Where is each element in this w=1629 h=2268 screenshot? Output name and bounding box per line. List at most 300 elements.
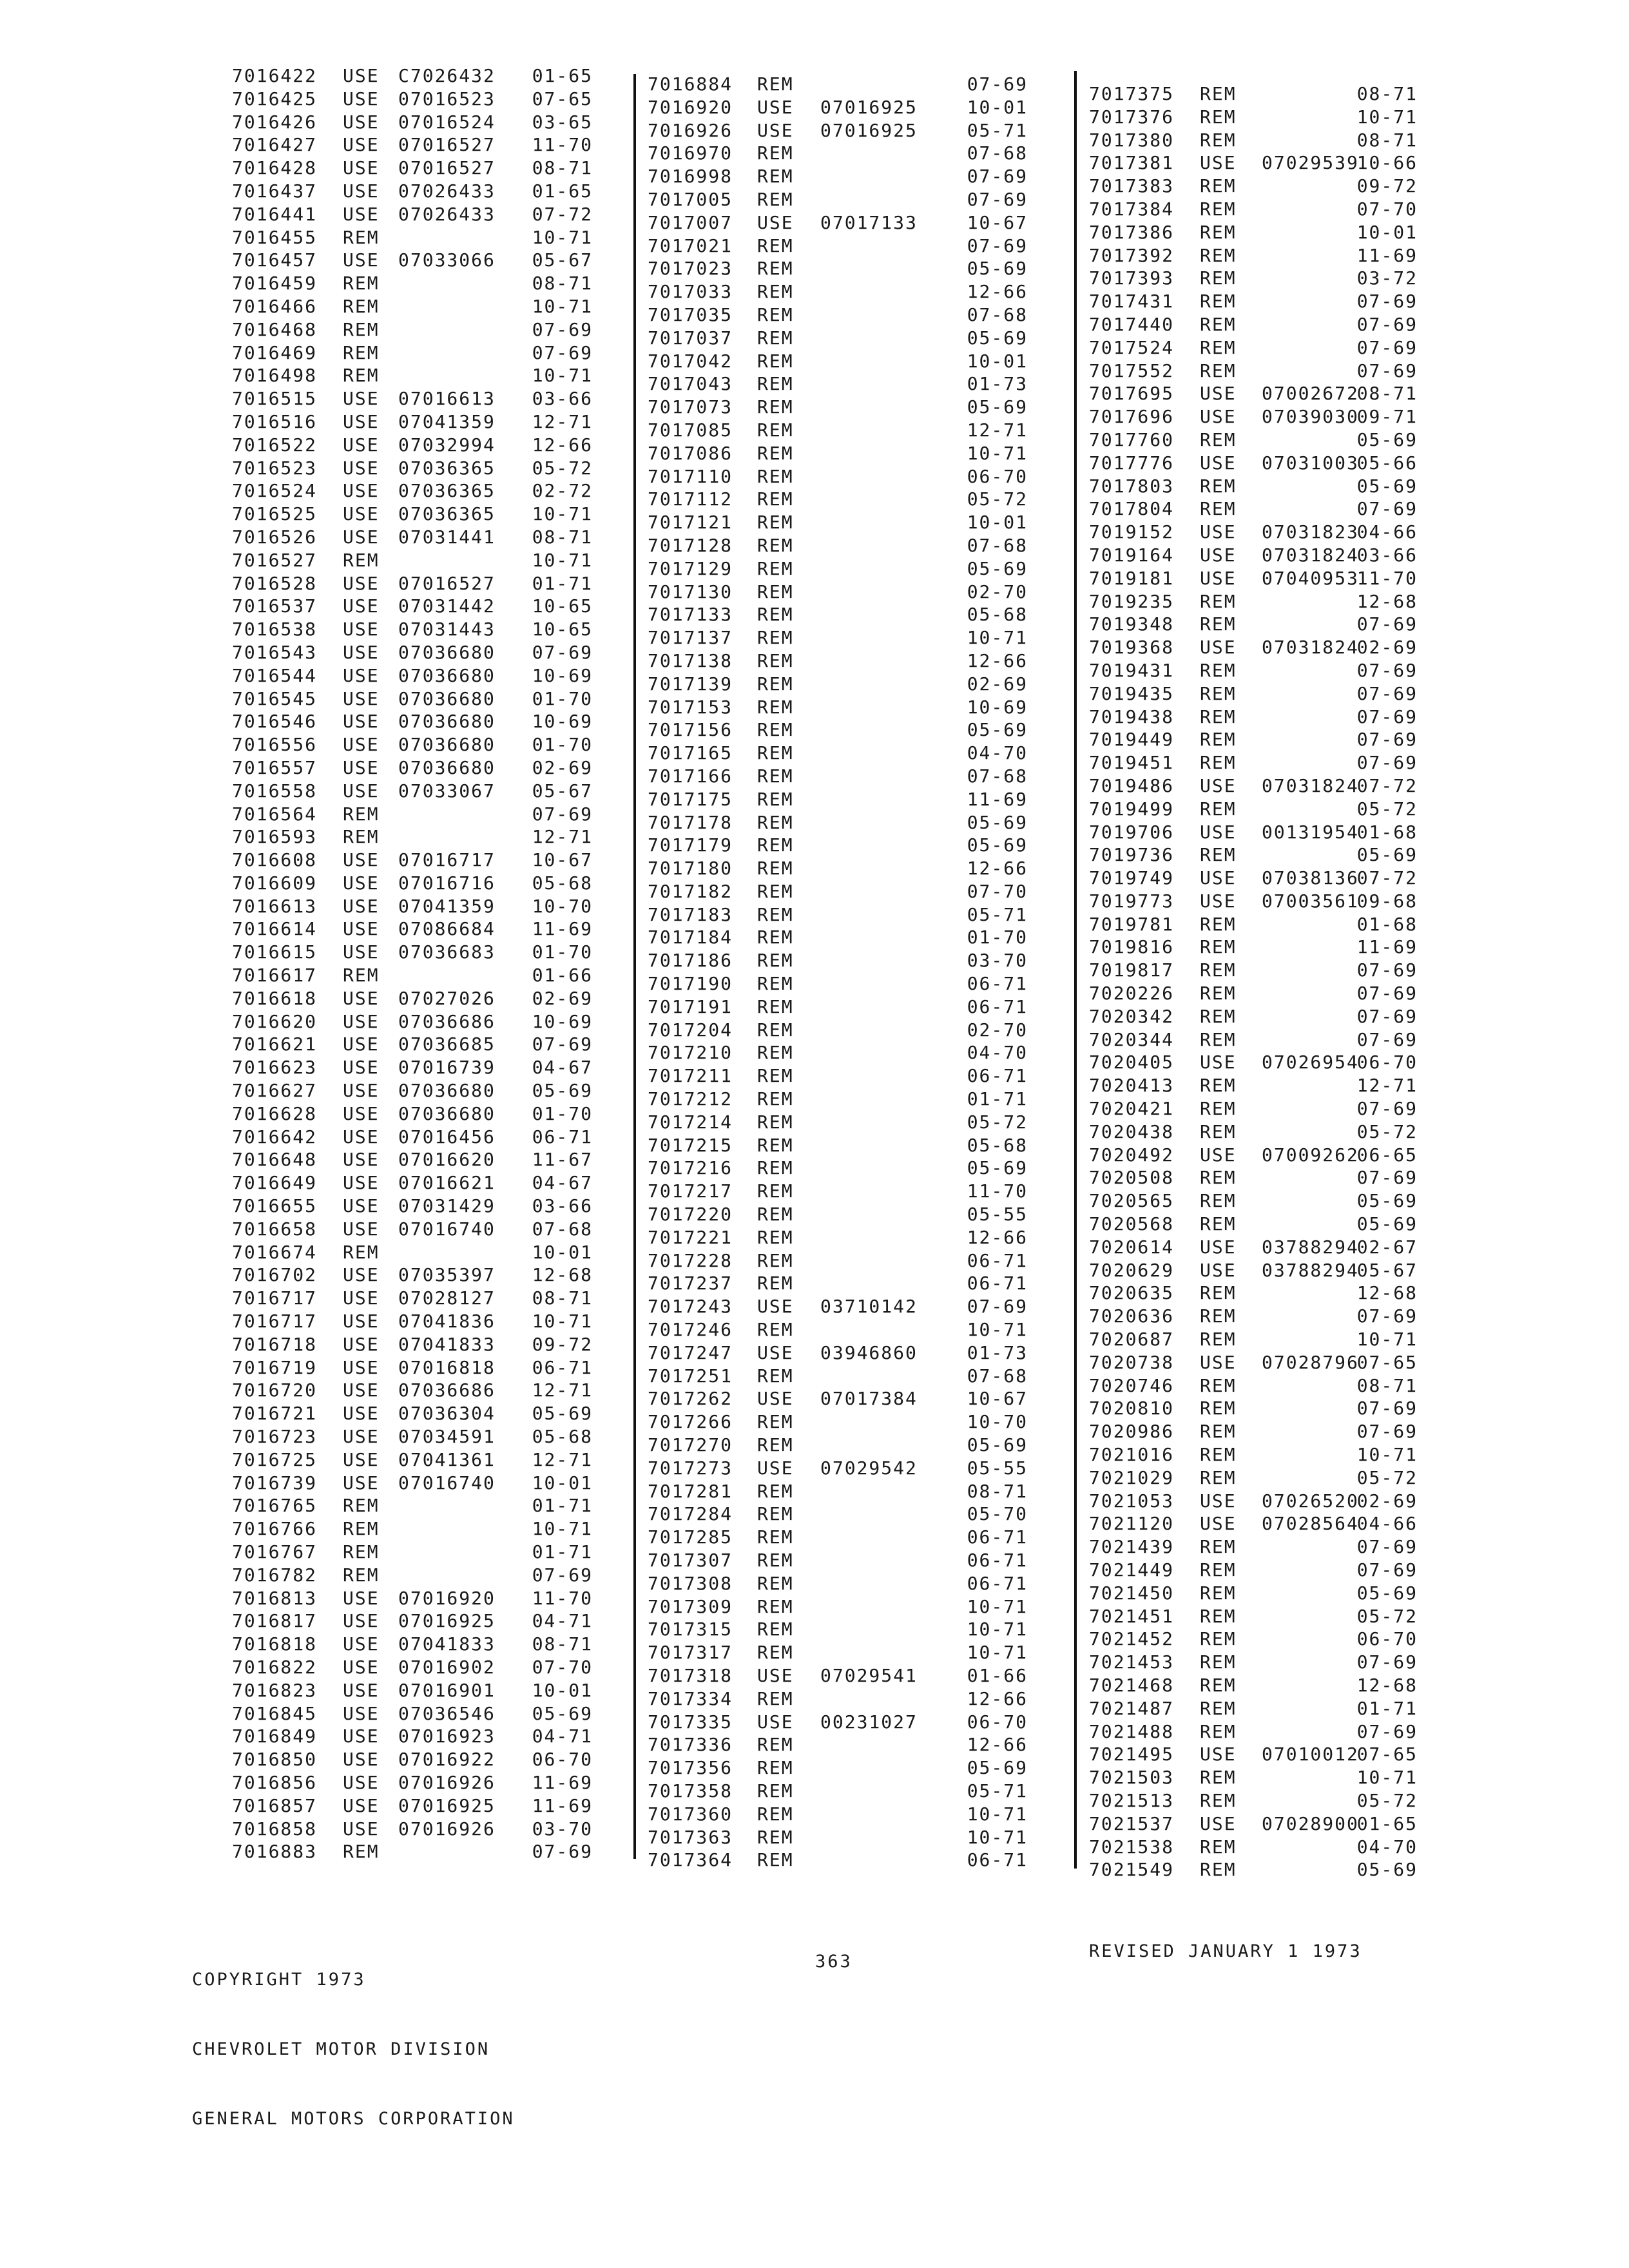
status-code: USE [343, 1794, 380, 1816]
status-code: USE [343, 249, 380, 271]
status-code: USE [757, 1664, 794, 1686]
parts-row [1089, 1328, 1418, 1351]
change-date: 08-71 [532, 526, 593, 548]
status-code: USE [343, 941, 380, 963]
status-code: REM [757, 142, 794, 164]
part-number: 7017217 [648, 1180, 733, 1202]
status-code: USE [343, 434, 380, 456]
part-number: 7016725 [232, 1448, 318, 1470]
parts-row [1089, 106, 1418, 129]
status-code: USE [1200, 452, 1237, 474]
change-date: 04-70 [1356, 1836, 1418, 1858]
change-date: 10-01 [532, 1241, 593, 1263]
part-number: 7019451 [1089, 752, 1175, 774]
part-number: 7020413 [1089, 1075, 1175, 1097]
part-number: 7017381 [1089, 152, 1175, 174]
parts-row [232, 1333, 593, 1356]
replacement-part-number: 07027026 [398, 987, 496, 1009]
status-code: REM [757, 811, 794, 833]
part-number: 7017376 [1089, 106, 1175, 128]
parts-row [1089, 843, 1418, 867]
part-number: 7017315 [648, 1619, 733, 1640]
parts-row [648, 857, 1028, 880]
status-code: REM [1200, 1536, 1237, 1558]
parts-row [648, 742, 1028, 765]
status-code: REM [1200, 959, 1237, 981]
part-number: 7020636 [1089, 1305, 1175, 1327]
status-code: REM [757, 419, 794, 441]
change-date: 01-66 [532, 965, 593, 986]
part-number: 7017266 [648, 1411, 733, 1433]
parts-row [232, 1241, 593, 1264]
part-number: 7016558 [232, 780, 318, 802]
part-number: 7020635 [1089, 1282, 1175, 1304]
status-code: REM [757, 696, 794, 718]
change-date: 05-70 [967, 1503, 1028, 1525]
change-date: 06-71 [967, 1249, 1028, 1271]
parts-row [232, 1148, 593, 1171]
parts-row [232, 964, 593, 987]
parts-row [1089, 1028, 1418, 1052]
change-date: 07-68 [532, 1218, 593, 1240]
status-code: REM [1200, 1075, 1237, 1097]
parts-row [648, 972, 1028, 995]
status-code: REM [757, 1687, 794, 1709]
parts-row [648, 1019, 1028, 1042]
part-number: 7016822 [232, 1656, 318, 1678]
parts-row [648, 1318, 1028, 1341]
part-number: 7020438 [1089, 1120, 1175, 1142]
part-number: 7016608 [232, 849, 318, 871]
status-code: REM [343, 1241, 380, 1263]
parts-row [232, 849, 593, 872]
change-date: 10-71 [967, 1803, 1028, 1825]
change-date: 01-70 [532, 687, 593, 709]
status-code: USE [343, 1195, 380, 1217]
change-date: 10-71 [1356, 1444, 1418, 1466]
status-code: USE [1200, 890, 1237, 912]
part-number: 7016538 [232, 619, 318, 640]
replacement-part-number: 07033066 [398, 249, 496, 271]
part-number: 7020508 [1089, 1167, 1175, 1189]
status-code: REM [757, 649, 794, 671]
replacement-part-number: 07036680 [398, 1080, 496, 1102]
status-code: USE [1200, 544, 1237, 566]
change-date: 02-69 [967, 673, 1028, 695]
change-date: 09-72 [1356, 175, 1418, 197]
status-code: REM [757, 834, 794, 856]
parts-row [1089, 1674, 1418, 1697]
change-date: 08-71 [1356, 129, 1418, 151]
part-number: 7016818 [232, 1633, 318, 1655]
parts-row [648, 557, 1028, 581]
replacement-part-number: 03710142 [820, 1296, 918, 1318]
replacement-part-number: 07016926 [398, 1818, 496, 1840]
parts-row [232, 364, 593, 387]
status-code: REM [1200, 360, 1237, 381]
change-date: 01-65 [1356, 1812, 1418, 1834]
part-number: 7017695 [1089, 383, 1175, 405]
part-number: 7016425 [232, 88, 318, 110]
part-number: 7019152 [1089, 521, 1175, 543]
change-date: 12-66 [967, 1687, 1028, 1709]
part-number: 7017358 [648, 1780, 733, 1802]
status-code: USE [343, 619, 380, 640]
part-number: 7017021 [648, 235, 733, 256]
status-code: USE [343, 1356, 380, 1378]
part-number: 7016437 [232, 180, 318, 202]
parts-row [1089, 1051, 1418, 1074]
parts-row [232, 180, 593, 203]
change-date: 04-71 [532, 1725, 593, 1747]
status-code: USE [1200, 1351, 1237, 1373]
parts-row [648, 1803, 1028, 1826]
part-number: 7016618 [232, 987, 318, 1009]
part-number: 7021537 [1089, 1812, 1175, 1834]
part-number: 7017237 [648, 1273, 733, 1294]
status-code: REM [1200, 336, 1237, 358]
status-code: REM [1200, 1789, 1237, 1811]
change-date: 05-69 [532, 1080, 593, 1102]
part-number: 7019816 [1089, 936, 1175, 958]
part-number: 7016469 [232, 341, 318, 363]
part-number: 7016823 [232, 1679, 318, 1701]
parts-row [1089, 1374, 1418, 1398]
change-date: 01-65 [532, 65, 593, 86]
part-number: 7017042 [648, 350, 733, 372]
parts-row [648, 1641, 1028, 1664]
parts-row [648, 280, 1028, 303]
part-number: 7019348 [1089, 613, 1175, 635]
status-code: USE [1200, 1812, 1237, 1834]
parts-row [232, 664, 593, 687]
change-date: 07-69 [532, 318, 593, 340]
change-date: 05-69 [532, 1702, 593, 1724]
replacement-part-number: 07016523 [398, 88, 496, 110]
change-date: 07-68 [967, 1365, 1028, 1387]
parts-row [232, 918, 593, 941]
change-date: 12-66 [967, 1734, 1028, 1756]
change-date: 10-69 [532, 1010, 593, 1032]
status-code: REM [1200, 1167, 1237, 1189]
status-code: USE [1200, 567, 1237, 589]
part-number: 7017204 [648, 1019, 733, 1041]
change-date: 07-72 [1356, 867, 1418, 889]
change-date: 07-68 [967, 142, 1028, 164]
change-date: 04-67 [532, 1172, 593, 1194]
change-date: 10-65 [532, 619, 593, 640]
change-date: 05-67 [1356, 1259, 1418, 1281]
status-code: REM [757, 627, 794, 649]
parts-row [648, 1410, 1028, 1434]
part-number: 7016856 [232, 1771, 318, 1793]
change-date: 05-72 [967, 488, 1028, 510]
part-number: 7017284 [648, 1503, 733, 1525]
change-date: 05-55 [967, 1457, 1028, 1479]
part-number: 7016642 [232, 1126, 318, 1148]
part-number: 7017318 [648, 1664, 733, 1686]
change-date: 02-72 [532, 480, 593, 502]
part-number: 7017180 [648, 858, 733, 879]
part-number: 7016528 [232, 572, 318, 594]
part-number: 7017086 [648, 442, 733, 464]
part-number: 7016427 [232, 134, 318, 156]
change-date: 10-71 [532, 295, 593, 317]
change-date: 04-71 [532, 1610, 593, 1632]
parts-row [1089, 1166, 1418, 1189]
status-code: USE [343, 111, 380, 133]
change-date: 04-70 [967, 1042, 1028, 1064]
status-code: REM [757, 166, 794, 187]
parts-row [1089, 1443, 1418, 1466]
change-date: 05-55 [967, 1204, 1028, 1225]
parts-row [232, 1541, 593, 1564]
replacement-part-number: 07036304 [398, 1403, 496, 1425]
change-date: 07-69 [1356, 752, 1418, 774]
change-date: 07-69 [1356, 1398, 1418, 1419]
parts-row [648, 880, 1028, 903]
parts-row [232, 733, 593, 756]
status-code: USE [757, 1296, 794, 1318]
status-code: REM [1200, 1421, 1237, 1443]
parts-row [648, 1088, 1028, 1111]
replacement-part-number: 07026433 [398, 180, 496, 202]
replacement-part-number: 07016620 [398, 1149, 496, 1171]
parts-row [1089, 1097, 1418, 1120]
status-code: REM [757, 604, 794, 626]
parts-row [1089, 890, 1418, 913]
change-date: 07-69 [967, 166, 1028, 187]
change-date: 06-70 [967, 1711, 1028, 1733]
replacement-part-number: 07041359 [398, 410, 496, 432]
status-code: REM [1200, 1628, 1237, 1650]
part-number: 7016920 [648, 96, 733, 118]
parts-row [648, 1711, 1028, 1734]
change-date: 11-69 [967, 788, 1028, 810]
parts-row [232, 434, 593, 457]
replacement-part-number: 07016740 [398, 1218, 496, 1240]
status-code: USE [343, 1610, 380, 1632]
parts-row [1089, 936, 1418, 959]
replacement-part-number: 07036683 [398, 941, 496, 963]
status-code: REM [757, 1734, 794, 1756]
part-number: 7017384 [1089, 198, 1175, 220]
parts-row [1089, 613, 1418, 636]
part-number: 7017246 [648, 1319, 733, 1341]
replacement-part-number: 07036546 [398, 1702, 496, 1724]
status-code: REM [1200, 1836, 1237, 1858]
status-code: REM [1200, 244, 1237, 266]
part-number: 7017270 [648, 1434, 733, 1456]
status-code: REM [1200, 1305, 1237, 1327]
replacement-part-number: 07016613 [398, 388, 496, 410]
parts-row [232, 1310, 593, 1333]
change-date: 05-69 [1356, 1582, 1418, 1604]
change-date: 03-72 [1356, 267, 1418, 289]
change-date: 03-66 [532, 1195, 593, 1217]
change-date: 08-71 [532, 1633, 593, 1655]
status-code: USE [343, 1472, 380, 1494]
parts-row [648, 96, 1028, 119]
status-code: REM [757, 327, 794, 349]
status-code: REM [757, 73, 794, 95]
replacement-part-number: 07041833 [398, 1333, 496, 1355]
part-number: 7017210 [648, 1042, 733, 1064]
replacement-part-number: 07034591 [398, 1426, 496, 1448]
replacement-part-number: 07036365 [398, 480, 496, 502]
change-date: 07-69 [1356, 360, 1418, 381]
parts-row [232, 1679, 593, 1702]
change-date: 07-65 [1356, 1744, 1418, 1765]
replacement-part-number: 07031443 [398, 619, 496, 640]
change-date: 10-67 [967, 211, 1028, 233]
parts-row [648, 488, 1028, 511]
status-code: REM [757, 303, 794, 325]
part-number: 7019235 [1089, 590, 1175, 612]
replacement-part-number: 07041359 [398, 895, 496, 917]
parts-row [1089, 405, 1418, 428]
part-number: 7019499 [1089, 798, 1175, 820]
status-code: REM [1200, 706, 1237, 727]
parts-row [648, 442, 1028, 465]
change-date: 07-69 [1356, 682, 1418, 704]
status-code: USE [343, 1403, 380, 1425]
parts-row [648, 1341, 1028, 1365]
parts-row [648, 1849, 1028, 1872]
parts-row [648, 949, 1028, 972]
change-date: 01-70 [967, 927, 1028, 948]
change-date: 07-69 [1356, 1559, 1418, 1581]
change-date: 10-69 [967, 696, 1028, 718]
change-date: 05-68 [967, 604, 1028, 626]
change-date: 02-69 [1356, 637, 1418, 658]
change-date: 05-69 [1356, 475, 1418, 497]
part-number: 7017179 [648, 834, 733, 856]
replacement-part-number: 07031824 [1262, 544, 1359, 566]
parts-row [232, 618, 593, 641]
part-number: 7017363 [648, 1826, 733, 1848]
part-number: 7017005 [648, 188, 733, 210]
status-code: USE [343, 1426, 380, 1448]
parts-row [648, 1434, 1028, 1457]
status-code: USE [1200, 867, 1237, 889]
status-code: REM [343, 273, 380, 294]
parts-row [232, 1610, 593, 1633]
status-code: REM [757, 350, 794, 372]
status-code: REM [757, 235, 794, 256]
status-code: REM [343, 1495, 380, 1517]
parts-row [232, 1379, 593, 1402]
status-code: USE [343, 526, 380, 548]
change-date: 06-70 [1356, 1628, 1418, 1650]
page-number: 363 [815, 1952, 853, 1972]
change-date: 07-69 [1356, 659, 1418, 681]
parts-row [648, 1480, 1028, 1503]
part-number: 7019736 [1089, 844, 1175, 866]
status-code: REM [757, 1757, 794, 1779]
status-code: REM [1200, 1398, 1237, 1419]
replacement-part-number: C7026432 [398, 65, 496, 86]
part-number: 7020565 [1089, 1190, 1175, 1212]
part-number: 7020810 [1089, 1398, 1175, 1419]
change-date: 10-67 [967, 1388, 1028, 1410]
change-date: 07-69 [967, 73, 1028, 95]
part-number: 7016522 [232, 434, 318, 456]
change-date: 08-71 [532, 273, 593, 294]
parts-row [648, 350, 1028, 373]
part-number: 7016455 [232, 226, 318, 248]
change-date: 05-69 [1356, 1859, 1418, 1881]
parts-row [232, 272, 593, 295]
part-number: 7017184 [648, 927, 733, 948]
part-number: 7016523 [232, 457, 318, 479]
change-date: 10-67 [532, 849, 593, 871]
change-date: 06-70 [967, 465, 1028, 487]
parts-row [1089, 706, 1418, 729]
status-code: REM [343, 318, 380, 340]
status-code: REM [757, 1204, 794, 1225]
part-number: 7017007 [648, 211, 733, 233]
change-date: 07-69 [1356, 1720, 1418, 1742]
parts-row [648, 1826, 1028, 1849]
change-date: 05-72 [1356, 1466, 1418, 1488]
parts-row [648, 811, 1028, 834]
status-code: REM [1200, 428, 1237, 450]
status-code: REM [757, 258, 794, 280]
part-number: 7016544 [232, 664, 318, 686]
parts-row [648, 834, 1028, 857]
parts-row [232, 318, 593, 341]
change-date: 05-69 [967, 834, 1028, 856]
part-number: 7017166 [648, 765, 733, 787]
change-date: 05-72 [1356, 1789, 1418, 1811]
replacement-part-number: 07016926 [398, 1771, 496, 1793]
status-code: REM [1200, 1720, 1237, 1742]
status-code: USE [343, 503, 380, 525]
part-number: 7017037 [648, 327, 733, 349]
change-date: 06-70 [532, 1749, 593, 1771]
replacement-part-number: 07003561 [1262, 890, 1359, 912]
part-number: 7017375 [1089, 83, 1175, 104]
part-number: 7017364 [648, 1849, 733, 1871]
part-number: 7019431 [1089, 659, 1175, 681]
part-number: 7019486 [1089, 774, 1175, 796]
part-number: 7016441 [232, 203, 318, 225]
change-date: 12-68 [1356, 1282, 1418, 1304]
status-code: USE [343, 1311, 380, 1332]
part-number: 7017696 [1089, 406, 1175, 428]
status-code: REM [1200, 1767, 1237, 1789]
change-date: 05-69 [967, 258, 1028, 280]
part-number: 7016658 [232, 1218, 318, 1240]
part-number: 7019368 [1089, 637, 1175, 658]
replacement-part-number: 07026433 [398, 203, 496, 225]
status-code: USE [343, 1287, 380, 1309]
status-code: REM [1200, 844, 1237, 866]
status-code: USE [343, 1102, 380, 1124]
part-number: 7016720 [232, 1379, 318, 1401]
part-number: 7016858 [232, 1818, 318, 1840]
status-code: USE [343, 1702, 380, 1724]
parts-row [1089, 360, 1418, 383]
status-code: REM [757, 1572, 794, 1594]
status-code: REM [757, 1526, 794, 1548]
parts-row [648, 1687, 1028, 1711]
change-date: 11-70 [532, 134, 593, 156]
change-date: 07-69 [1356, 1028, 1418, 1050]
parts-row [1089, 959, 1418, 982]
parts-row [232, 1287, 593, 1310]
